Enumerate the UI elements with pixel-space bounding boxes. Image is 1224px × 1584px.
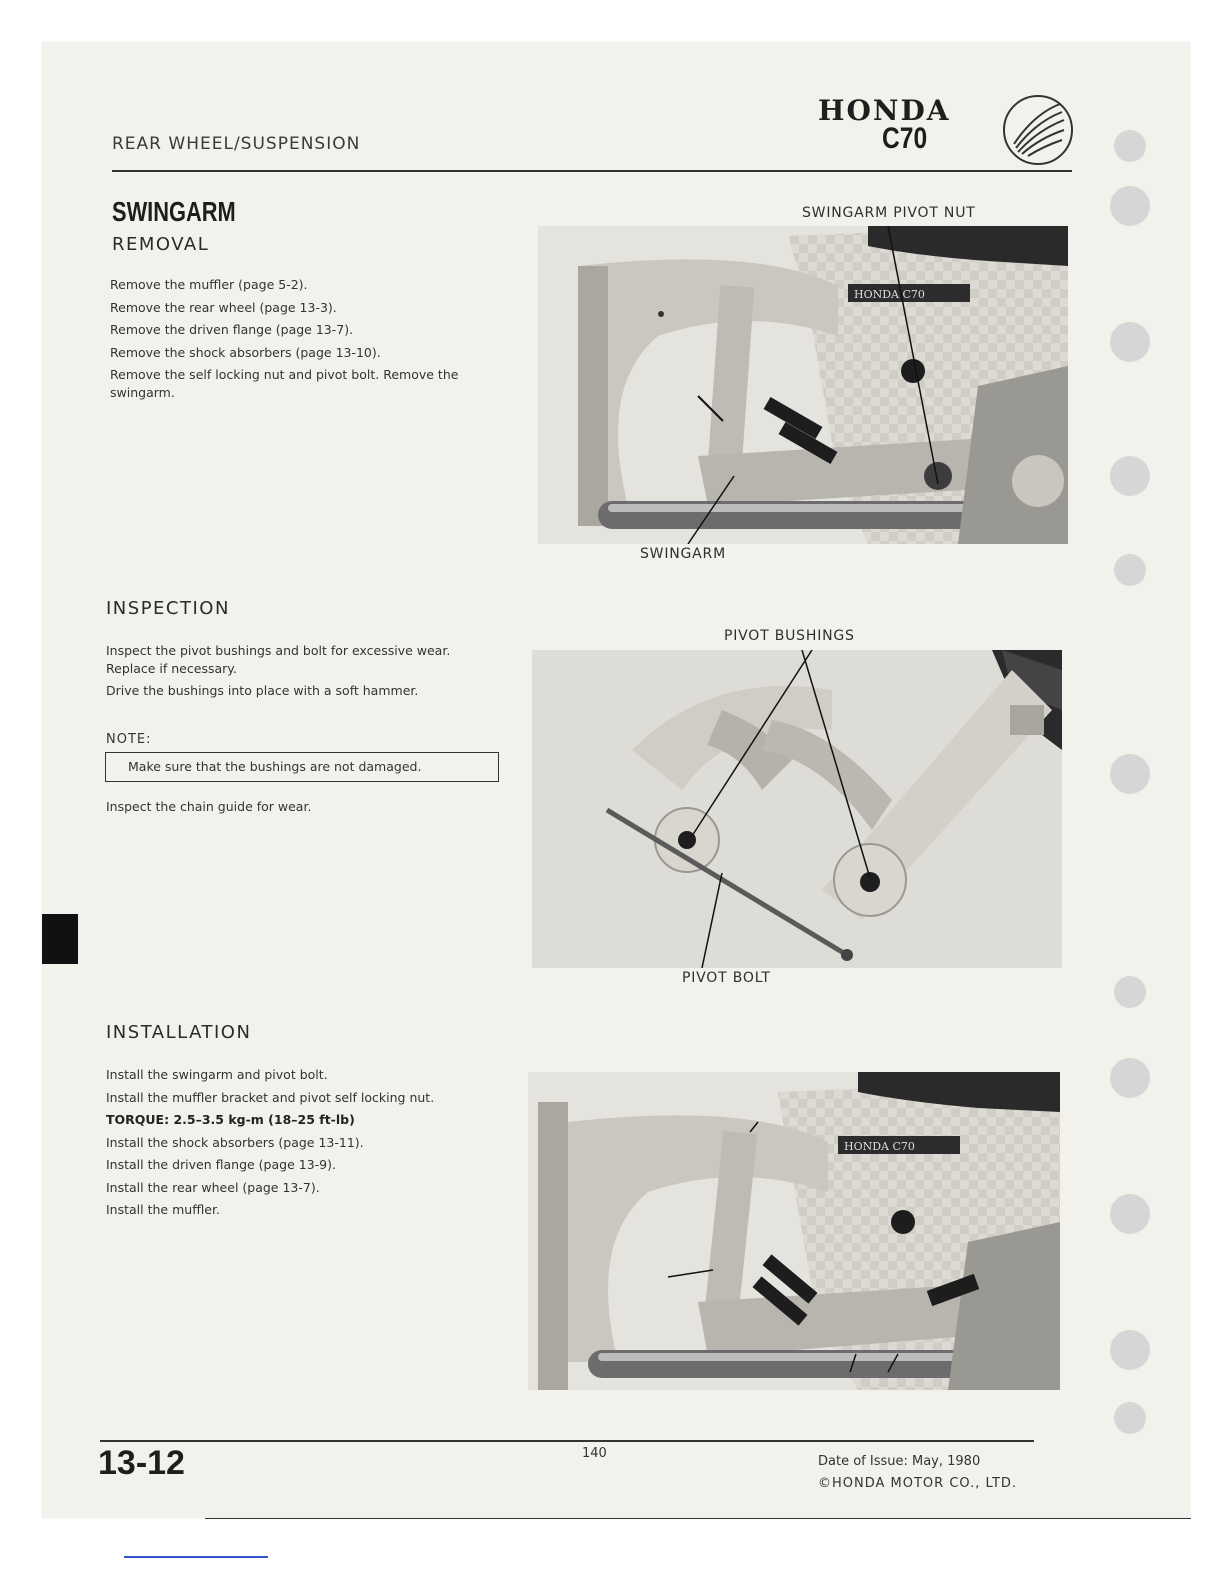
sheet-number: 140 [582,1446,607,1461]
copyright: ©HONDA MOTOR CO., LTD. [818,1476,1018,1491]
inspection-step: Drive the bushings into place with a soft hammer. [106,683,419,698]
binder-hole [1110,322,1150,362]
torque-spec: TORQUE: 2.5–3.5 kg-m (18–25 ft-lb) [106,1112,355,1127]
footer-rule [100,1440,1034,1442]
scan-rule [205,1518,1191,1519]
page-title: SWINGARM [112,196,236,227]
binder-hole [1110,186,1150,226]
swingarm-label: SWINGARM [640,546,726,562]
removal-step: Remove the muffler (page 5-2). [110,277,308,292]
binder-hole [1114,976,1146,1008]
installation-photo [528,1072,1060,1390]
binder-hole [1114,554,1146,586]
note-label: NOTE: [106,732,152,747]
installation-step: Install the rear wheel (page 13-7). [106,1179,320,1195]
note-box [105,752,499,782]
installation-step: Install the muffler bracket and pivot self locking nut. [106,1089,435,1105]
installation-heading: INSTALLATION [106,1022,252,1043]
installation-step: Install the swingarm and pivot bolt. [106,1067,328,1082]
section-title: REAR WHEEL/SUSPENSION [112,134,361,154]
wing-logo-icon [1000,92,1076,168]
plate-text: HONDA C70 [844,1140,915,1153]
header-rule [112,170,1072,172]
model-name: C70 [882,122,928,155]
binder-hole [1114,1402,1146,1434]
swingarm-pivot-nut-label: SWINGARM PIVOT NUT [802,205,976,221]
removal-step: Remove the shock absorbers (page 13-10). [110,344,381,360]
scan-link-line [124,1556,268,1558]
installation-steps [106,1066,502,1224]
inspection-step: Inspect the pivot bushings and bolt for excessive wear. Replace if necessary. [106,643,451,676]
binder-hole [1110,1194,1150,1234]
note-text: Make sure that the bushings are not damaged. [128,759,422,774]
binder-hole [1110,1330,1150,1370]
binder-hole [1110,1058,1150,1098]
removal-step: Remove the self locking nut and pivot bolt. Remove the swingarm. [110,367,459,400]
date-of-issue: Date of Issue: May, 1980 [818,1454,981,1469]
removal-heading: REMOVAL [112,234,210,255]
pivot-bolt-label: PIVOT BOLT [682,970,771,986]
removal-photo [538,226,1068,544]
installation-step: Install the driven flange (page 13-9). [106,1157,336,1172]
plate-text: HONDA C70 [854,288,925,301]
chain-guide-step: Inspect the chain guide for wear. [106,799,312,814]
pivot-bushings-label: PIVOT BUSHINGS [724,628,855,644]
removal-steps [110,276,508,406]
inspection-photo [532,650,1062,968]
inspection-steps [106,642,502,705]
removal-step: Remove the rear wheel (page 13-3). [110,299,337,315]
inspection-heading: INSPECTION [106,598,230,619]
binder-hole [1110,456,1150,496]
section-tab-marker [42,914,78,964]
installation-step: Install the shock absorbers (page 13-11). [106,1134,364,1150]
installation-step: Install the muffler. [106,1202,220,1217]
page-number: 13-12 [98,1444,185,1482]
honda-brand: HONDA [818,94,951,127]
removal-step: Remove the driven flange (page 13-7). [110,322,354,337]
binder-hole [1110,754,1150,794]
binder-hole [1114,130,1146,162]
